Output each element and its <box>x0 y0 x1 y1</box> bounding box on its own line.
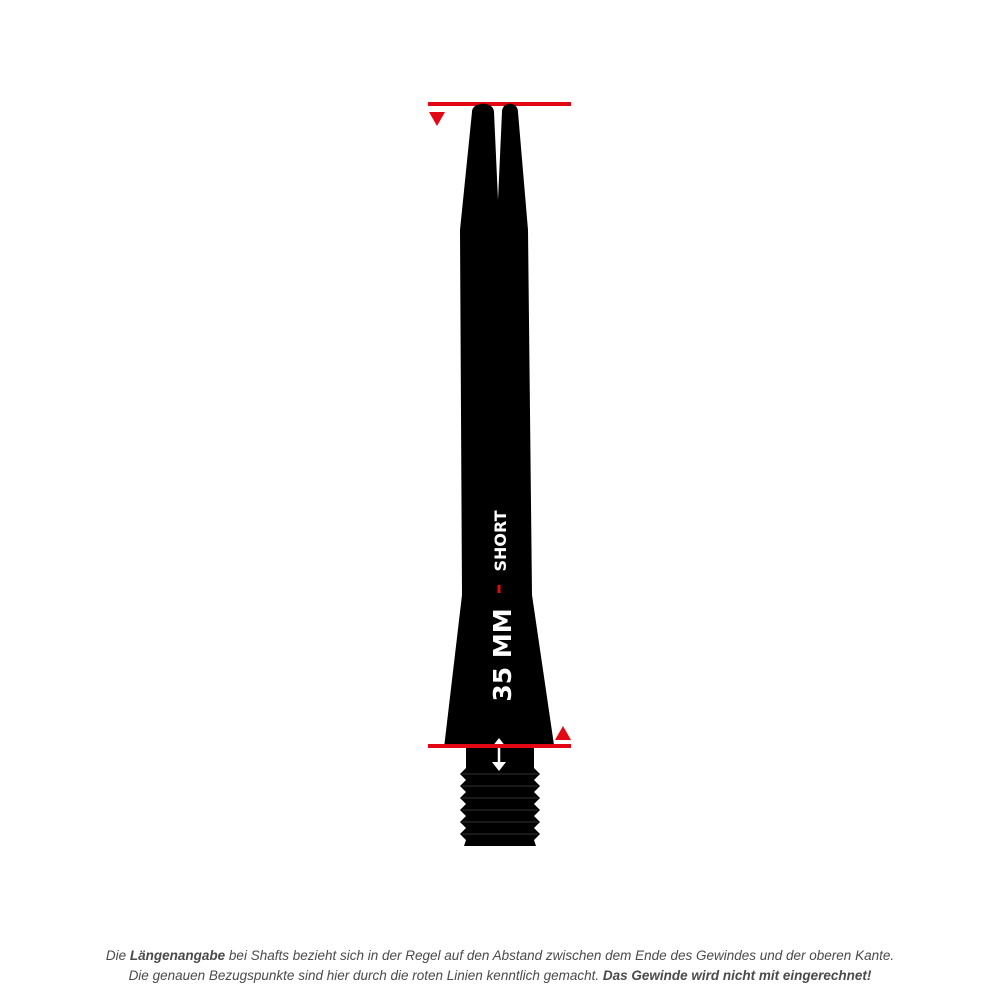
caption-line-1-suffix: bei Shafts bezieht sich in der Regel auf den Abstand zwischen dem Ende des Gewindes und der oberen Kante. <box>225 948 895 963</box>
shaft-length-label: 35 MM <box>488 608 517 702</box>
triangle-up-icon <box>555 726 571 740</box>
triangle-down-icon <box>429 112 445 126</box>
caption-line-2 <box>0 966 1000 986</box>
caption-line-2-text: Die genauen Bezugspunkte sind hier durch die roten Linien kenntlich gemacht. <box>128 968 603 983</box>
caption <box>0 946 1000 986</box>
caption-line-1-bold: Längenangabe <box>129 948 226 963</box>
caption-line-1-prefix: Die <box>105 948 130 963</box>
caption-line-2-bold: Das Gewinde wird nicht mit eingerechnet! <box>602 968 872 983</box>
caption-line-1 <box>0 946 1000 966</box>
shaft-size-label: SHORT <box>491 510 510 572</box>
